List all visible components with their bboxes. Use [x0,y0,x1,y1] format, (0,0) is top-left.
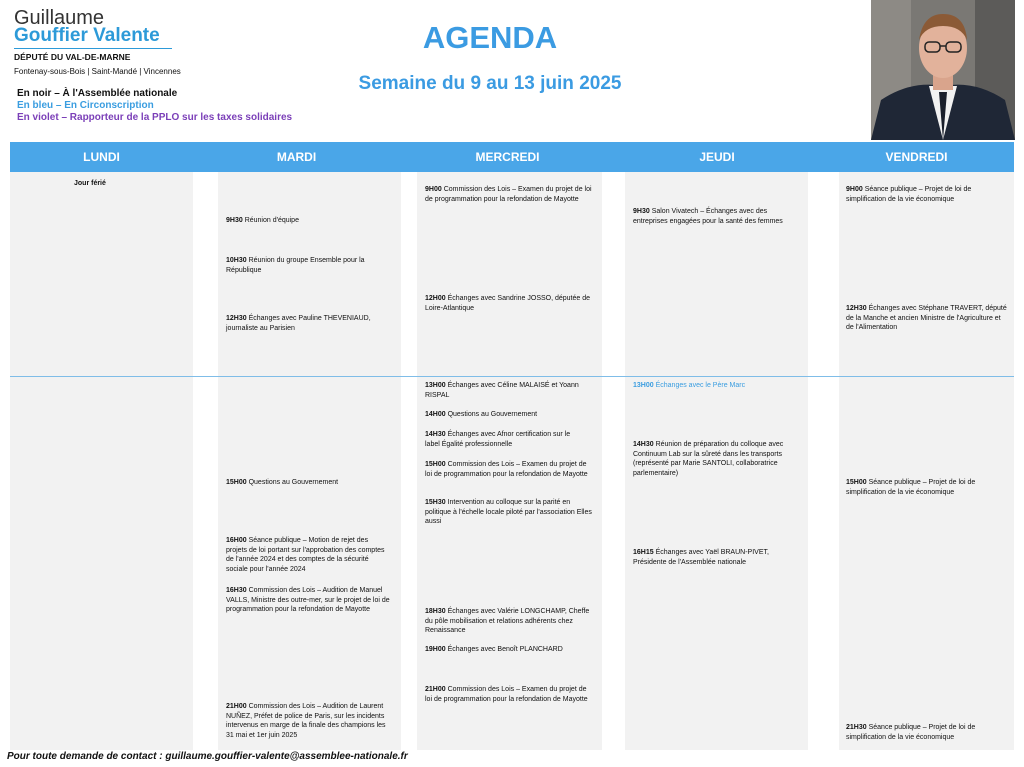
column-vendredi [839,172,1014,750]
logo-rule [14,48,172,49]
event-item: 9H00 Commission des Lois – Examen du projet de loi de programmation pour la refondation de Mayotte [425,186,592,203]
event-item: 15H00 Questions au Gouvernement [226,479,339,486]
midday-divider [10,376,1014,377]
day-header-mardi: MARDI [276,150,317,164]
portrait-photo [871,0,1015,140]
column-lundi [10,172,193,750]
day-header-bar [10,142,1014,172]
day-header-vendredi: VENDREDI [885,150,948,164]
event-item: 21H00 Commission des Lois – Examen du projet de loi de programmation pour la refondation de Mayotte [425,686,588,703]
page-header [0,0,1024,142]
portrait-image [871,0,1015,140]
event-item: 10H30 Réunion du groupe Ensemble pour la République [226,257,365,274]
event-item: 12H30 Échanges avec Pauline THEVENIAUD, journaliste au Parisien [226,315,371,332]
event-item: 15H00 Commission des Lois – Examen du projet de loi de programmation pour la refondation de Mayotte [425,461,588,478]
event-item: 9H00 Séance publique – Projet de loi de simplification de la vie économique [846,186,972,203]
event-item: 9H30 Salon Vivatech – Échanges avec des entreprises engagées pour la santé des femmes [633,208,783,225]
logo-towns: Fontenay-sous-Bois | Saint-Mandé | Vincennes [14,67,181,76]
event-item: 14H30 Réunion de préparation du colloque avec Continuum Lab sur la sûreté dans les transports (représenté par Marie SANTOLI, collaboratrice parlementaire) [633,441,784,477]
event-item: 16H15 Échanges avec Yaël BRAUN-PIVET, Présidente de l'Assemblée nationale [633,549,769,566]
event-item: 14H00 Questions au Gouvernement [425,411,538,418]
event-item: 16H30 Commission des Lois – Audition de Manuel VALLS, Ministre des outre-mer, sur le projet de loi de programmation pour la refondation de Mayotte [226,587,390,614]
event-item: 15H00 Séance publique – Projet de loi de simplification de la vie économique [846,479,976,496]
page-title: AGENDA [422,20,558,55]
holiday-note: Jour férié [74,180,106,187]
event-item: 21H30 Séance publique – Projet de loi de simplification de la vie économique [846,724,976,741]
column-mardi [218,172,401,750]
day-header-jeudi: JEUDI [699,150,735,164]
event-item: 9H30 Réunion d'équipe [226,217,299,224]
column-mercredi [417,172,602,750]
agenda-grid [10,142,1014,750]
legend-violet: En violet – Rapporteur de la PPLO sur les taxes solidaires [17,112,293,123]
legend-blue: En bleu – En Circonscription [17,100,154,111]
agenda-columns [10,172,1014,750]
event-item-circonscription: 13H00 Échanges avec le Père Marc [633,382,746,389]
logo-role: DÉPUTÉ DU VAL-DE-MARNE [14,52,131,62]
logo-last-name: Gouffier Valente [14,25,160,46]
page-subtitle: Semaine du 9 au 13 juin 2025 [358,73,622,94]
event-item: 16H00 Séance publique – Motion de rejet des projets de loi portant sur l'approbation des comptes de l'année 2024 et des comptes de la sécurité sociale pour l'année 2024 [226,537,385,573]
event-item: 19H00 Échanges avec Benoît PLANCHARD [425,646,563,653]
logo-first-name: Guillaume [14,7,105,29]
day-header-lundi: LUNDI [83,150,120,164]
event-item: 18H30 Échanges avec Valérie LONGCHAMP, Cheffe du pôle mobilisation et relations adhérents chez Renaissance [425,608,590,635]
column-jeudi [625,172,808,750]
color-legend [17,88,292,124]
event-item: 13H00 Échanges avec Céline MALAISÉ et Yoann RISPAL [425,382,579,399]
event-item: 15H30 Intervention au colloque sur la parité en politique à l'échelle locale piloté par l'association Elles aussi [425,499,592,526]
event-item: 12H30 Échanges avec Stéphane TRAVERT, député de la Manche et ancien Ministre de l'Agriculture et de l'Alimentation [846,305,1007,332]
contact-footer: Pour toute demande de contact : guillaume.gouffier-valente@assemblee-nationale.fr [7,751,408,762]
day-header-mercredi: MERCREDI [475,150,540,164]
legend-black: En noir – À l'Assemblée nationale [17,88,178,99]
event-item: 14H30 Échanges avec Afnor certification sur le label Égalité professionnelle [425,431,571,448]
event-item: 12H00 Échanges avec Sandrine JOSSO, députée de Loire-Atlantique [425,295,591,312]
event-item: 21H00 Commission des Lois – Audition de Laurent NUÑEZ, Préfet de police de Paris, sur les incidents intervenus en marge de la finale des champions les 31 mai et 1er juin 2025 [226,703,386,739]
